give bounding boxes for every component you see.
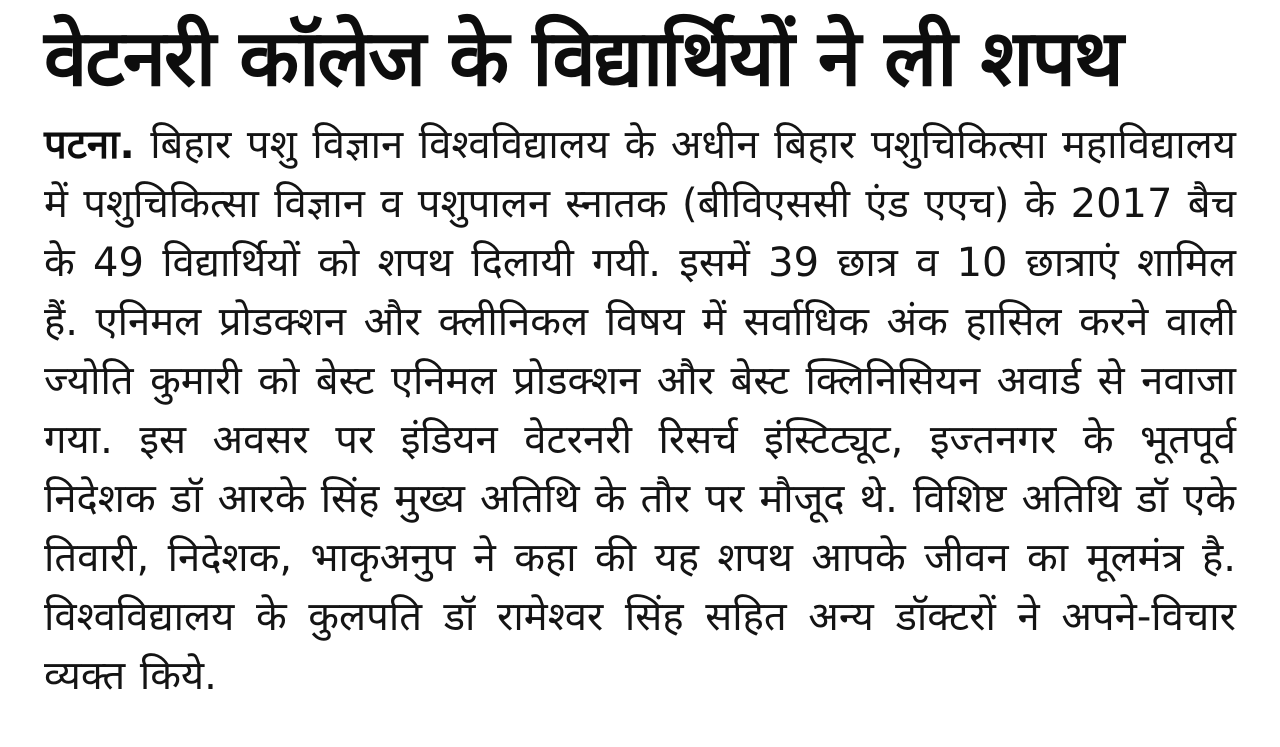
article-body xyxy=(44,116,1236,706)
article-headline: वेटनरी कॉलेज के विद्यार्थियों ने ली शपथ xyxy=(44,14,1122,104)
article-dateline: पटना. xyxy=(44,122,135,168)
article-body-text: बिहार पशु विज्ञान विश्वविद्यालय के अधीन बिहार पशुचिकित्सा महाविद्यालय में पशुचिकित्सा विज्ञान व पशुपालन स्नातक (बीविएससी एंड एएच) के 2017 बैच के 49 विद्यार्थियों को शपथ दिलायी गयी. इसमें 39 छात्र व 10 छात्राएं शामिल हैं. एनिमल प्रोडक्शन और क्लीनिकल विषय में सर्वाधिक अंक हासिल करने वाली ज्योति कुमारी को बेस्ट एनिमल प्रोडक्शन और बेस्ट क्लिनिसियन अवार्ड से नवाजा गया. इस अवसर पर इंडियन वेटरनरी रिसर्च इंस्टिट्यूट, इज्तनगर के भूतपूर्व निदेशक डॉ आरके सिंह मुख्य अतिथि के तौर पर मौजूद थे. विशिष्ट अतिथि डॉ एके तिवारी, निदेशक, भाकृअनुप ने कहा की यह शपथ आपके जीवन का मूलमंत्र है. विश्वविद्यालय के कुलपति डॉ रामेश्वर सिंह सहित अन्य डॉक्टरों ने अपने-विचार व्यक्त किये. xyxy=(44,122,1236,699)
